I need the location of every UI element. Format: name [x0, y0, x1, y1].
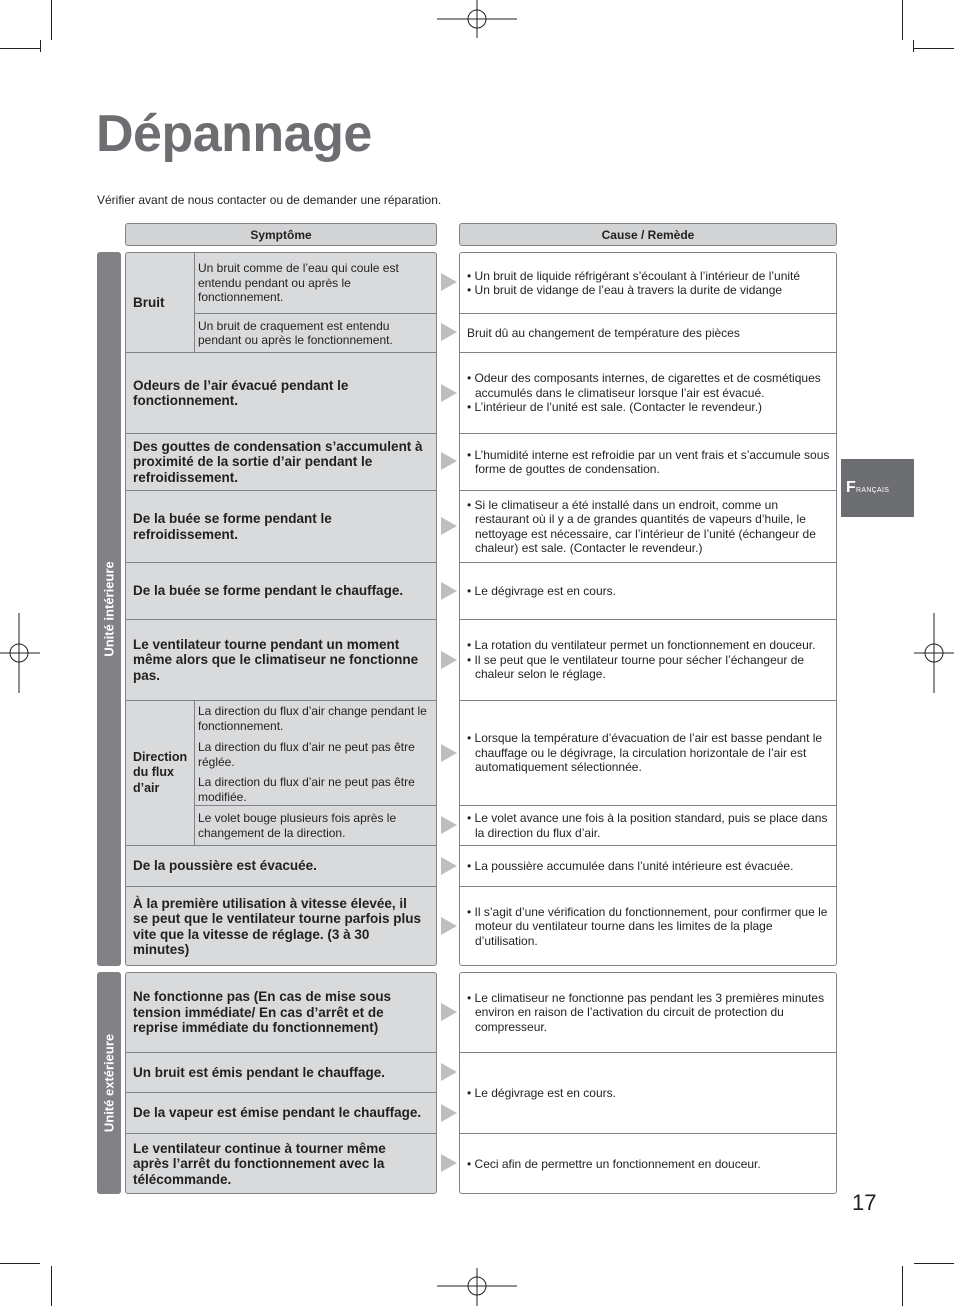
arrow-right-icon	[441, 744, 457, 762]
arrow-right-icon	[441, 452, 457, 470]
registration-mark-icon	[914, 613, 954, 693]
intro-text: Vérifier avant de nous contacter ou de demander une réparation.	[97, 193, 442, 207]
crop-mark	[913, 40, 914, 52]
symptom-ventilateur-continue: Le ventilateur continue à tourner même après l’arrêt du fonctionnement avec la télécommande.	[133, 1140, 386, 1187]
arrow-right-icon	[441, 816, 457, 834]
language-tab-rest: RANÇAIS	[856, 487, 890, 494]
cause-header: Cause / Remède	[459, 223, 837, 246]
arrow-right-icon	[441, 323, 457, 341]
crop-mark	[0, 1263, 40, 1264]
symptom-odeurs: Odeurs de l’air évacué pendant le fonctionnement.	[133, 377, 349, 408]
cause-gouttes	[467, 434, 833, 490]
language-tab-initial: F	[846, 479, 856, 496]
cause-volet	[467, 806, 833, 845]
cause-buee-chauffage	[467, 563, 833, 619]
crop-mark	[51, 0, 52, 40]
cause-ventilateur	[467, 620, 833, 700]
symptom-bruit-craquement: Un bruit de craquement est entendu pendant ou après le fonctionnement.	[198, 318, 393, 347]
arrow-right-icon	[441, 517, 457, 535]
arrow-right-icon	[441, 1154, 457, 1172]
page-number: 17	[852, 1190, 877, 1215]
symptom-poussiere: De la poussière est évacuée.	[133, 858, 317, 874]
symptom-gouttes: Des gouttes de condensation s’accumulent à proximité de la sortie d’air pendant le refroidissement.	[133, 438, 423, 485]
arrow-right-icon	[441, 857, 457, 875]
arrow-right-icon	[441, 1063, 457, 1081]
symptom-direction-reglee: La direction du flux d’air ne peut pas être réglée.	[198, 740, 415, 769]
symptom-header: Symptôme	[125, 223, 437, 246]
page-title: Dépannage	[96, 105, 372, 163]
cause-bullet: • L’intérieur de l’unité est sale. (Contacter le revendeur.)	[467, 400, 763, 415]
cause-poussiere	[467, 846, 833, 886]
crop-mark	[0, 48, 40, 49]
cause-vitesse	[467, 887, 835, 966]
symptom-bruit-chauffage: Un bruit est émis pendant le chauffage.	[133, 1064, 386, 1080]
registration-mark-icon	[437, 0, 517, 40]
symptom-volet: Le volet bouge plusieurs fois après le changement de la direction.	[198, 811, 397, 840]
arrow-right-icon	[441, 1003, 457, 1021]
cause-bullet: • Le volet avance une fois à la position standard, puis se place dans la direction du flux d’air.	[467, 811, 828, 840]
cause-bullet: • Le dégivrage est en cours.	[467, 583, 616, 598]
symptom-direction: Direction du flux d’air	[133, 749, 188, 795]
registration-mark-icon	[437, 1266, 517, 1306]
crop-mark	[902, 0, 903, 40]
crop-mark	[914, 1263, 954, 1264]
cause-bullet: • Un bruit de liquide réfrigérant s’écoulant à l’intérieur de l’unité	[467, 268, 801, 283]
symptom-buee-chauffage: De la buée se forme pendant le chauffage.	[133, 583, 404, 599]
cause-bullet: • Si le climatiseur a été installé dans un endroit, comme un restaurant où il y a de grandes quantités de vapeurs d’huile, le nettoyage est nécessaire, car l’intérieur de l’unité (échangeur de chaleur) est sale. (Contacter le revendeur.)	[467, 497, 816, 555]
cause-ne-fonctionne-pas	[467, 973, 833, 1052]
arrow-right-icon	[441, 582, 457, 600]
symptom-vitesse: À la première utilisation à vitesse élevée, il se peut que le ventilateur tourne parfois plus vite que la vitesse de réglage. (3 à 30 minutes)	[133, 895, 422, 957]
symptom-bruit-eau: Un bruit comme de l’eau qui coule est entendu pendant ou après le fonctionnement.	[198, 261, 399, 305]
cause-bullet: • La rotation du ventilateur permet un fonctionnement en douceur.	[467, 638, 816, 653]
symptom-ne-fonctionne-pas: Ne fonctionne pas (En cas de mise sous tension immédiate/ En cas d’arrêt et de reprise immédiate du fonctionnement)	[133, 989, 392, 1036]
cause-bullet: • Un bruit de vidange de l’eau à travers la durite de vidange	[467, 283, 783, 297]
cause-bullet: • Le climatiseur ne fonctionne pas pendant les 3 premières minutes environ en raison de l’activation du circuit de protection du compresseur.	[467, 990, 825, 1034]
crop-mark	[51, 1266, 52, 1306]
symptom-direction-modifiee: La direction du flux d’air ne peut pas être modifiée.	[198, 775, 415, 804]
symptom-ventilateur: Le ventilateur tourne pendant un moment même alors que le climatiseur ne fonctionne pas.	[133, 636, 419, 683]
crop-mark	[40, 40, 41, 52]
symptom-vapeur: De la vapeur est émise pendant le chauffage.	[133, 1105, 422, 1121]
cause-bullet: • La poussière accumulée dans l’unité intérieure est évacuée.	[467, 858, 794, 873]
outdoor-section-label: Unité extérieure	[97, 972, 121, 1194]
crop-mark	[914, 48, 954, 49]
cause-bullet: • Il se peut que le ventilateur tourne pour sécher l’échangeur de chaleur selon le réglage.	[467, 652, 805, 682]
registration-mark-icon	[0, 613, 40, 693]
cause-bullet: • Ceci afin de permettre un fonctionnement en douceur.	[467, 1156, 761, 1171]
indoor-section-label: Unité intérieure	[97, 252, 121, 966]
arrow-right-icon	[441, 273, 457, 291]
cause-bruit-craquement: Bruit dû au changement de température des pièces	[467, 325, 740, 340]
arrow-right-icon	[441, 917, 457, 935]
arrow-right-icon	[441, 651, 457, 669]
column-divider	[194, 252, 195, 352]
symptom-bruit: Bruit	[133, 294, 165, 310]
cause-bullet: • Il s’agit d’une vérification du fonctionnement, pour confirmer que le moteur du ventilateur tourne dans les limites de la plage d’utilisation.	[467, 904, 828, 948]
cause-buee-refroidissement	[467, 491, 833, 562]
crop-mark	[902, 1266, 903, 1306]
cause-bullet: • Le dégivrage est en cours.	[467, 1085, 616, 1100]
cause-odeurs	[467, 353, 833, 433]
arrow-right-icon	[441, 384, 457, 402]
cause-ventilateur-continue	[467, 1134, 833, 1194]
symptom-direction-change: La direction du flux d’air change pendant le fonctionnement.	[198, 704, 427, 733]
language-tab	[841, 459, 914, 517]
cause-chauffage	[467, 1053, 833, 1133]
cause-bullet: • Lorsque la température d’évacuation de l’air est basse pendant le chauffage ou le dégivrage, la circulation horizontale de l’air est automatiquement sélectionnée.	[467, 731, 823, 775]
cause-bullet: • Odeur des composants internes, de cigarettes et de cosmétiques accumulés dans le climatiseur lorsque l’air est évacué.	[467, 371, 821, 400]
symptom-buee-refroidissement: De la buée se forme pendant le refroidissement.	[133, 511, 332, 542]
cause-direction	[467, 701, 833, 805]
cause-bullet: • L’humidité interne est refroidie par un vent frais et s’accumule sous forme de gouttes de condensation.	[467, 447, 830, 476]
cause-bruit-eau	[467, 253, 833, 313]
column-divider	[194, 700, 195, 845]
arrow-right-icon	[441, 1104, 457, 1122]
